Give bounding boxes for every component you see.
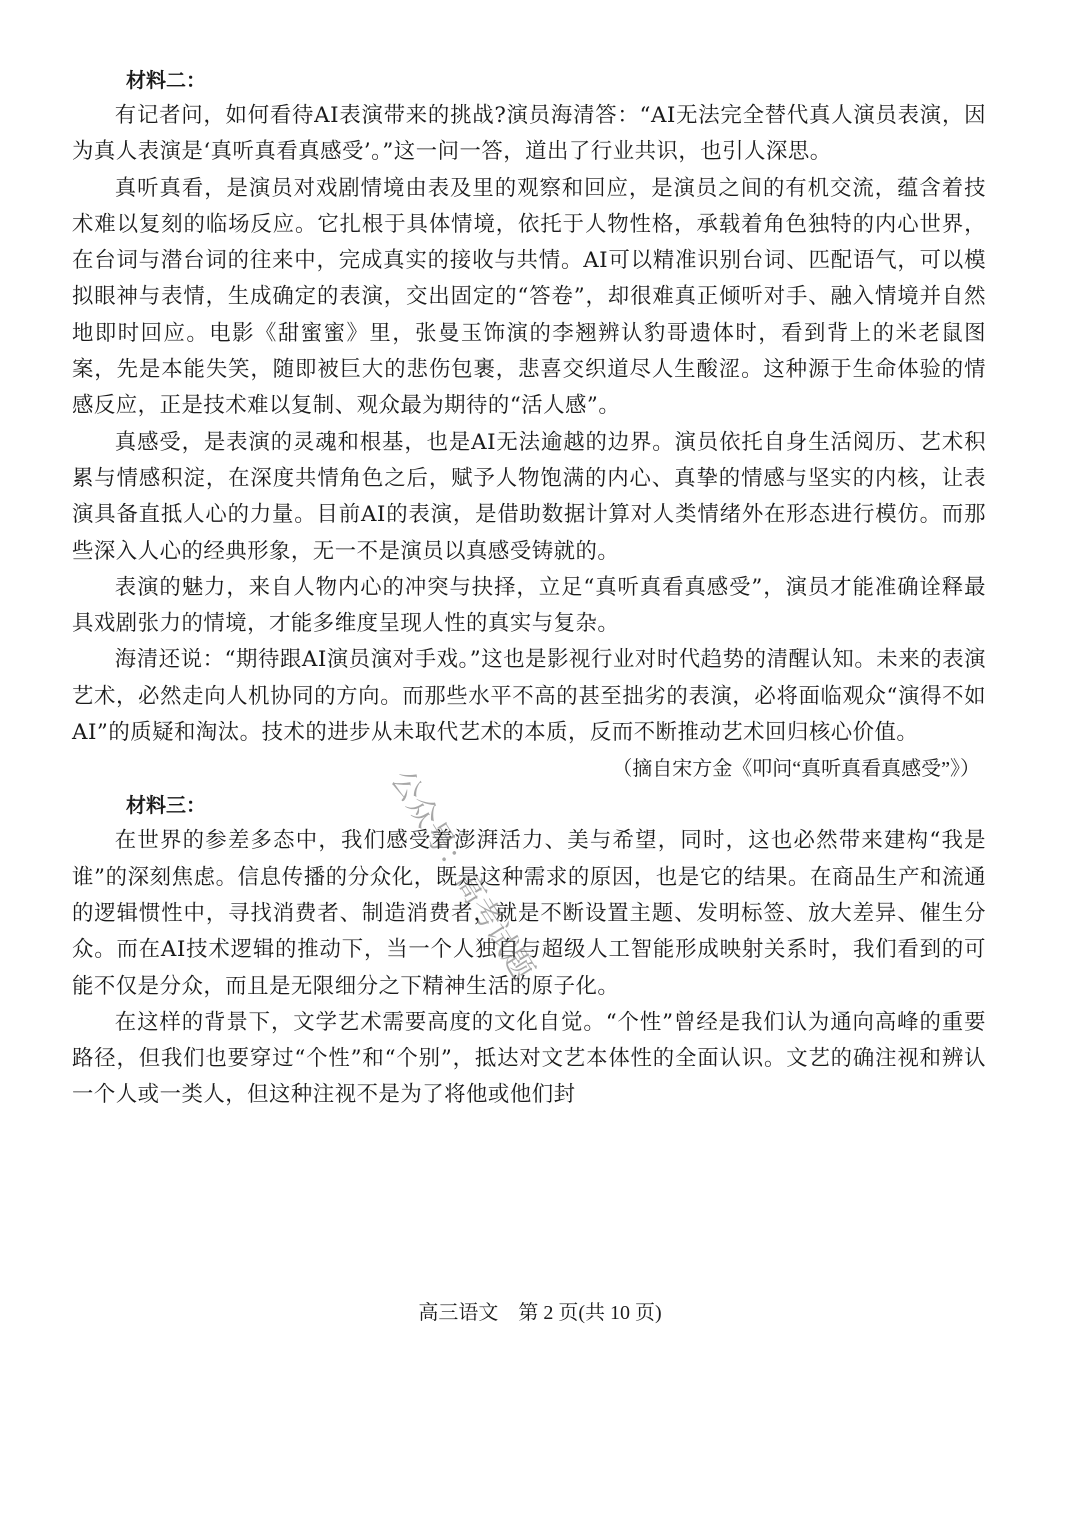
material-two-paragraph-1: 有记者问，如何看待AI表演带来的挑战?演员海清答：“AI无法完全替代真人演员表演，因为真人表演是‘真听真看真感受’。”这一问一答，道出了行业共识，也引人深思。 bbox=[72, 103, 986, 165]
page-footer: 高三语文 第 2 页(共 10 页) bbox=[418, 1302, 662, 1324]
material-two-paragraph-4: 表演的魅力，来自人物内心的冲突与抉择，立足“真听真看真感受”，演员才能准确诠释最具戏剧张力的情境，才能多维度呈现人性的真实与复杂。 bbox=[72, 574, 986, 637]
material-three-paragraph-1: 在世界的参差多态中，我们感受着澎湃活力、美与希望，同时，这也必然带来建构“我是谁”的深刻焦虑。信息传播的分众化，既是这种需求的原因，也是它的结果。在商品生产和流通的逻辑惯性中，寻找消费者、制造消费者，就是不断设置主题、发明标签、放大差异、催生分众。而在AI技术逻辑的推动下，当一个人独自与超级人工智能形成映射关系时，我们看到的可能不仅是分众，而且是无限细分之下精神生活的原子化。 bbox=[72, 828, 986, 999]
material-two-paragraph-5: 海清还说：“期待跟AI演员演对手戏。”这也是影视行业对时代趋势的清醒认知。未来的表演艺术，必然走向人机协同的方向。而那些水平不高的甚至拙劣的表演，必将面临观众“演得不如AI”的质疑和淘汰。技术的进步从未取代艺术的本质，反而不断推动艺术回归核心价值。 bbox=[72, 647, 986, 746]
material-two-paragraph-2: 真听真看，是演员对戏剧情境由表及里的观察和回应，是演员之间的有机交流，蕴含着技术难以复刻的临场反应。它扎根于具体情境，依托于人物性格，承载着角色独特的内心世界，在台词与潜台词的往来中，完成真实的接收与共情。AI可以精准识别台词、匹配语气，可以模拟眼神与表情，生成确定的表演，交出固定的“答卷”，却很难真正倾听对手、融入情境并自然地即时回应。电影《甜蜜蜜》里，张曼玉饰演的李翘辨认豹哥遗体时，看到背上的米老鼠图案，先是本能失笑，随即被巨大的悲伤包裹，悲喜交织道尽人生酸涩。这种源于生命体验的情感反应，正是技术难以复制、观众最为期待的“活人感”。 bbox=[72, 175, 986, 419]
material-three-paragraph-2: 在这样的背景下，文学艺术需要高度的文化自觉。“个性”曾经是我们认为通向高峰的重要路径，但我们也要穿过“个性”和“个别”，抵达对文艺本体性的全面认识。文艺的确注视和辨认一个人或一类人，但这种注视不是为了将他或他们封 bbox=[72, 1009, 986, 1108]
material-three-title: 材料三： bbox=[126, 793, 206, 818]
material-two-paragraph-3: 真感受，是表演的灵魂和根基，也是AI无法逾越的边界。演员依托自身生活阅历、艺术积累与情感积淀，在深度共情角色之后，赋予人物饱满的内心、真挚的情感与坚实的内核，让表演具备直抵人心的力量。目前AI的表演，是借助数据计算对人类情绪外在形态进行模仿。而那些深入人心的经典形象，无一不是演员以真感受铸就的。 bbox=[72, 429, 986, 564]
material-two-title: 材料二： bbox=[126, 68, 206, 92]
document-page bbox=[72, 62, 986, 1114]
material-two-source: （摘自宋方金《叩问“真听真看真感受”》） bbox=[612, 758, 980, 781]
watermark: 公众号：高考试题 bbox=[383, 764, 541, 987]
